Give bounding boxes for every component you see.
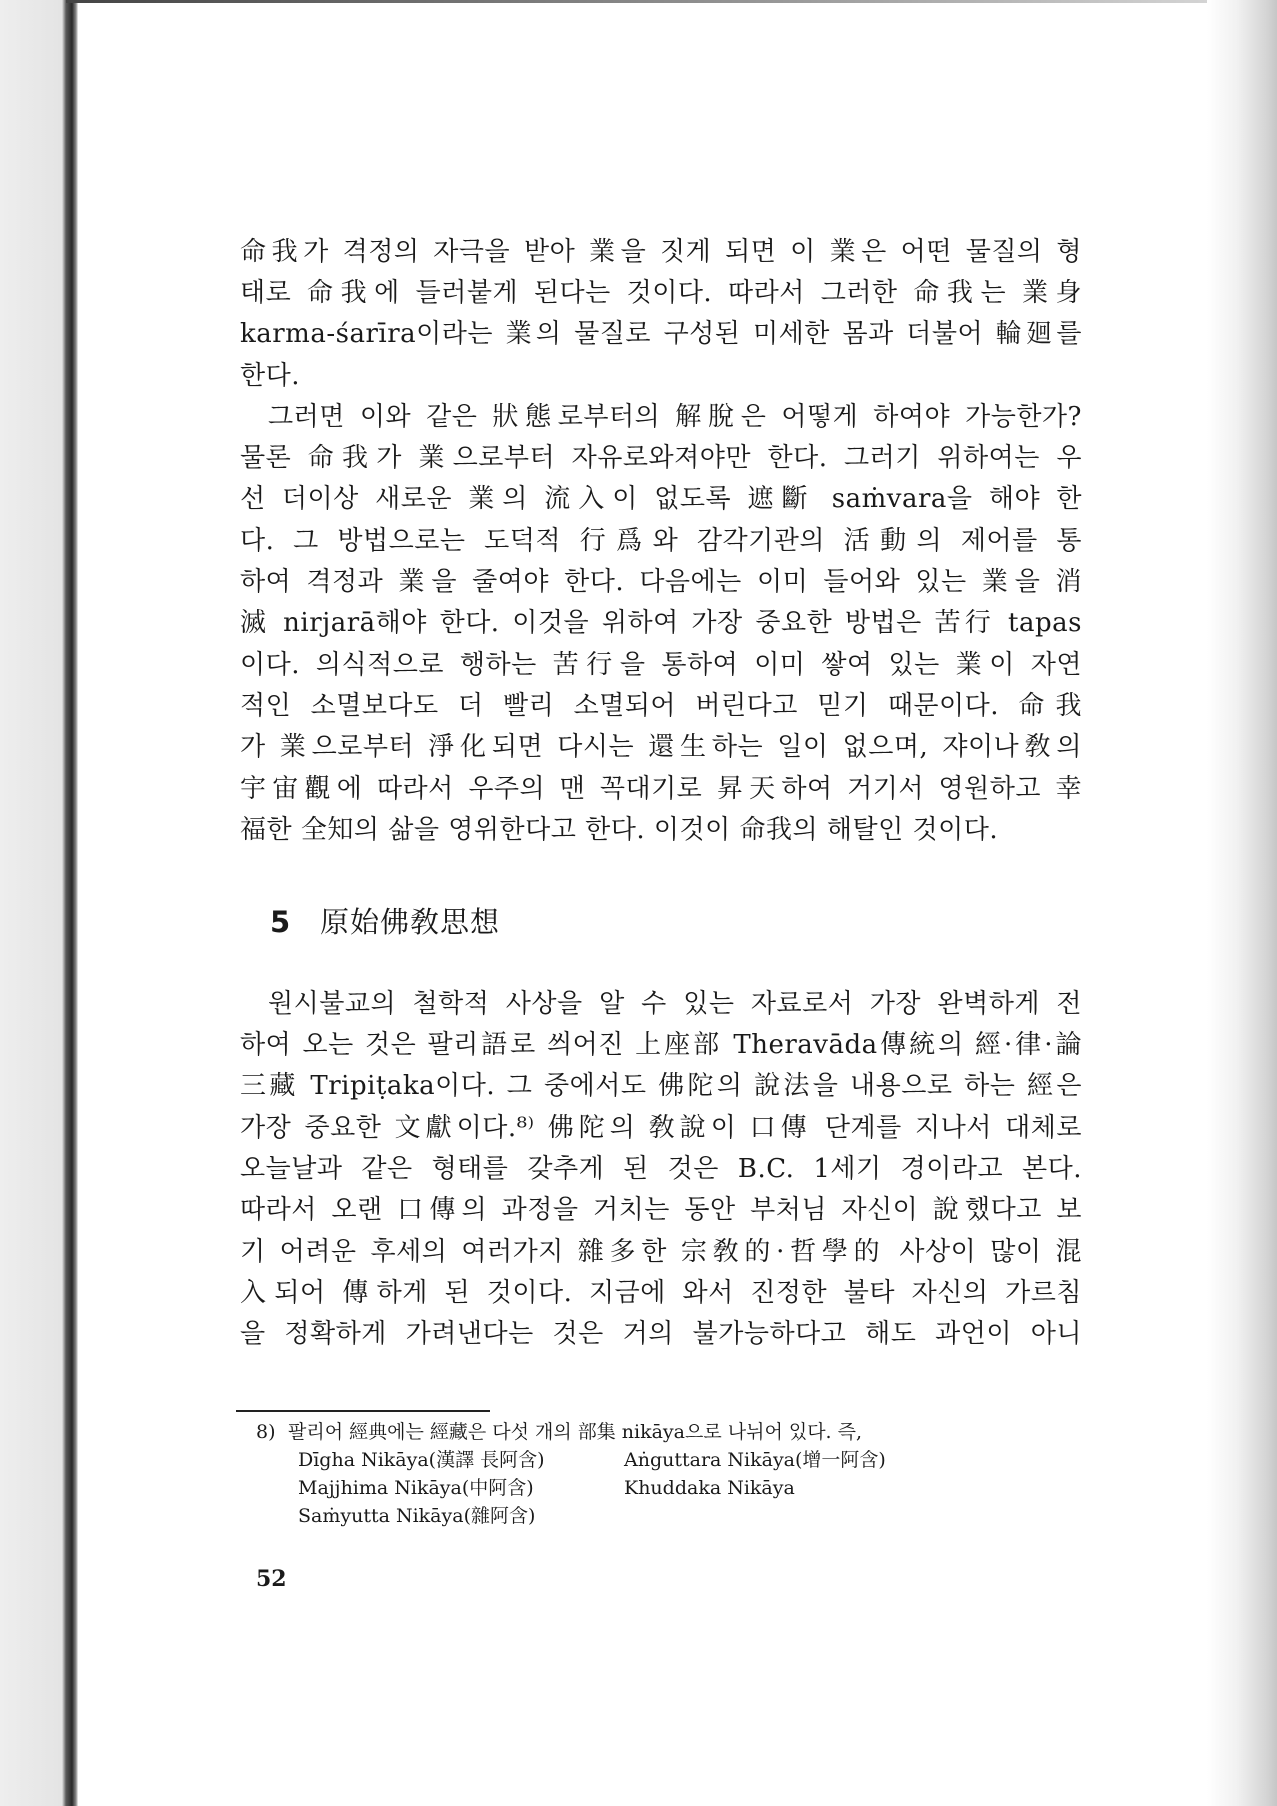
body-line: 宇宙觀에 따라서 우주의 맨 꼭대기로 昇天하여 거기서 영원하고 幸 — [240, 774, 1082, 804]
body-line: 태로 命我에 들러붙게 된다는 것이다. 따라서 그러한 命我는 業身 — [240, 278, 1082, 308]
page-number: 52 — [256, 1566, 287, 1592]
body-line: 滅 nirjarā해야 한다. 이것을 위하여 가장 중요한 방법은 苦行 tapas — [240, 608, 1082, 638]
section-title: 原始佛敎思想 — [320, 905, 501, 939]
body-line: 福한 全知의 삶을 영위한다고 한다. 이것이 命我의 해탈인 것이다. — [240, 815, 999, 845]
footnote-marker: 8) — [256, 1421, 276, 1443]
body-line: 한다. — [240, 361, 300, 391]
footnote-intro: 팔리어 經典에는 經藏은 다섯 개의 部集 nikāya으로 나뉘어 있다. 즉, — [288, 1421, 863, 1443]
body-line: 적인 소멸보다도 더 빨리 소멸되어 버린다고 믿기 때문이다. 命我 — [240, 691, 1082, 721]
body-line: 물론 命我가 業으로부터 자유로와져야만 한다. 그러기 위하여는 우 — [240, 443, 1082, 473]
footnote-item: Saṁyutta Nikāya(雜阿含) — [298, 1505, 536, 1527]
footnote-item: Dīgha Nikāya(漢譯 長阿含) — [298, 1449, 545, 1471]
footnote-item: Khuddaka Nikāya — [624, 1477, 795, 1499]
body-line: 기 어려운 후세의 여러가지 雜多한 宗敎的·哲學的 사상이 많이 混 — [240, 1237, 1082, 1267]
body-line: 가 業으로부터 淨化되면 다시는 還生하는 일이 없으며, 쟈이나敎의 — [240, 732, 1082, 762]
body-line: 원시불교의 철학적 사상을 알 수 있는 자료로서 가장 완벽하게 전 — [268, 989, 1082, 1019]
body-line: 선 더이상 새로운 業의 流入이 없도록 遮斷 saṁvara을 해야 한 — [240, 484, 1082, 514]
body-line: 가장 중요한 文獻이다.⁸⁾ 佛陀의 敎說이 口傳 단계를 지나서 대체로 — [240, 1113, 1082, 1143]
section-heading — [270, 902, 500, 942]
body-line: 入되어 傳하게 된 것이다. 지금에 와서 진정한 불타 자신의 가르침 — [240, 1278, 1082, 1308]
footnote-item: Majjhima Nikāya(中阿含) — [298, 1477, 534, 1499]
footnote-rule — [236, 1410, 490, 1412]
body-line: 오늘날과 같은 형태를 갖추게 된 것은 B.C. 1세기 경이라고 본다. — [240, 1154, 1082, 1184]
body-line: 하여 격정과 業을 줄여야 한다. 다음에는 이미 들어와 있는 業을 消 — [240, 567, 1082, 597]
body-line: 을 정확하게 가려낸다는 것은 거의 불가능하다고 해도 과언이 아니 — [240, 1319, 1082, 1349]
body-line: 따라서 오랜 口傳의 과정을 거치는 동안 부처님 자신이 說했다고 보 — [240, 1195, 1082, 1225]
body-line: karma-śarīra이라는 業의 물질로 구성된 미세한 몸과 더불어 輪廻를 — [240, 319, 1082, 349]
body-line: 그러면 이와 같은 狀態로부터의 解脫은 어떻게 하여야 가능한가? — [268, 402, 1082, 432]
body-line: 이다. 의식적으로 행하는 苦行을 통하여 이미 쌓여 있는 業이 자연 — [240, 650, 1082, 680]
body-line: 命我가 격정의 자극을 받아 業을 짓게 되면 이 業은 어떤 물질의 형 — [240, 237, 1082, 267]
body-line: 三藏 Tripiṭaka이다. 그 중에서도 佛陀의 說法을 내용으로 하는 經은 — [240, 1071, 1082, 1101]
body-line: 다. 그 방법으로는 도덕적 行爲와 감각기관의 活動의 제어를 통 — [240, 526, 1082, 556]
section-number: 5 — [270, 905, 292, 939]
body-line: 하여 오는 것은 팔리語로 씌어진 上座部 Theravāda傳統의 經·律·論 — [240, 1030, 1082, 1060]
footnote-item: Aṅguttara Nikāya(增一阿含) — [624, 1449, 886, 1471]
